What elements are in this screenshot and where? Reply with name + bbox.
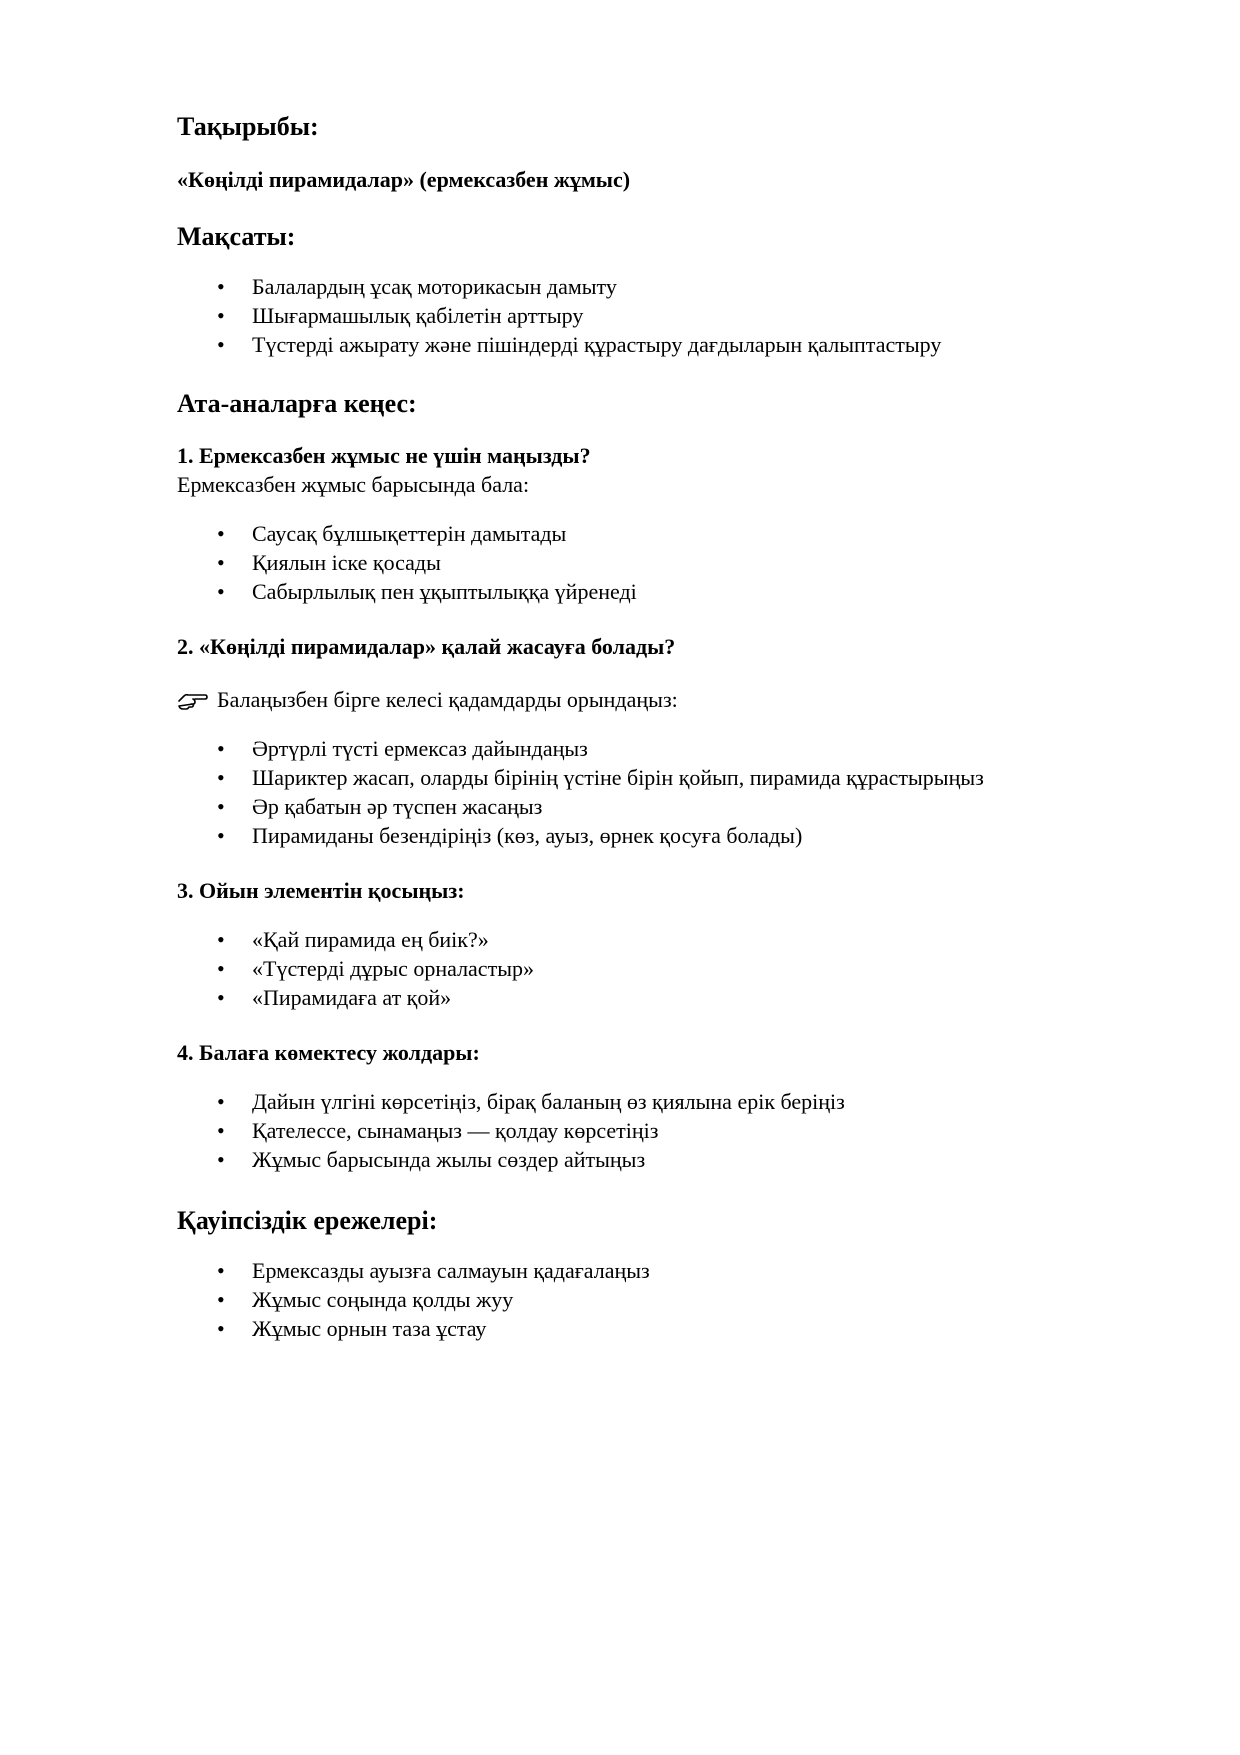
document-page bbox=[177, 112, 1117, 1343]
section2-title: 2. «Көңілді пирамидалар» қалай жасауға болады? bbox=[177, 634, 676, 659]
list-item: • «Түстерді дұрыс орналастыр» bbox=[177, 954, 1117, 983]
list-item: • Түстерді ажырату және пішіндерді құрастыру дағдыларын қалыптастыру bbox=[177, 330, 1117, 359]
goals-heading: Мақсаты: bbox=[177, 222, 296, 251]
list-item: • «Қай пирамида ең биік?» bbox=[177, 925, 1117, 954]
section3-title: 3. Ойын элементін қосыңыз: bbox=[177, 878, 465, 903]
pointing-hand-icon bbox=[177, 689, 209, 711]
section4-list bbox=[177, 1087, 1117, 1174]
list-item: • Ермексазды ауызға салмауын қадағалаңыз bbox=[177, 1256, 1117, 1285]
topic-text: «Көңілді пирамидалар» (ермексазбен жұмыс) bbox=[177, 167, 631, 192]
section2-list bbox=[177, 734, 1117, 850]
list-item: • Әртүрлі түсті ермексаз дайындаңыз bbox=[177, 734, 1117, 763]
section1-intro: Ермексазбен жұмыс барысында бала: bbox=[177, 472, 530, 497]
list-item: • Жұмыс барысында жылы сөздер айтыңыз bbox=[177, 1145, 1117, 1174]
list-item: • Пирамиданы безендіріңіз (көз, ауыз, өрнек қосуға болады) bbox=[177, 821, 1117, 850]
goals-list bbox=[177, 272, 1117, 359]
section2-hint-text: Балаңызбен бірге келесі қадамдарды орындаңыз: bbox=[217, 687, 678, 712]
list-item: • Әр қабатын әр түспен жасаңыз bbox=[177, 792, 1117, 821]
list-item: • Қиялын іске қосады bbox=[177, 548, 1117, 577]
section3-list bbox=[177, 925, 1117, 1012]
section1-list bbox=[177, 519, 1117, 606]
list-item: • Жұмыс соңында қолды жуу bbox=[177, 1285, 1117, 1314]
list-item: • Жұмыс орнын таза ұстау bbox=[177, 1314, 1117, 1343]
list-item: • «Пирамидаға ат қой» bbox=[177, 983, 1117, 1012]
topic-heading: Тақырыбы: bbox=[177, 112, 319, 141]
list-item: • Сабырлылық пен ұқыптылыққа үйренеді bbox=[177, 577, 1117, 606]
section2-hint bbox=[177, 685, 1117, 714]
list-item: • Дайын үлгіні көрсетіңіз, бірақ баланың өз қиялына ерік беріңіз bbox=[177, 1087, 1117, 1116]
safety-heading: Қауіпсіздік ережелері: bbox=[177, 1206, 438, 1235]
advice-heading: Ата-аналарға кеңес: bbox=[177, 389, 417, 418]
list-item: • Балалардың ұсақ моторикасын дамыту bbox=[177, 272, 1117, 301]
list-item: • Шариктер жасап, оларды бірінің үстіне бірін қойып, пирамида құрастырыңыз bbox=[177, 763, 1117, 792]
safety-list bbox=[177, 1256, 1117, 1343]
section1-title: 1. Ермексазбен жұмыс не үшін маңызды? bbox=[177, 443, 591, 468]
section4-title: 4. Балаға көмектесу жолдары: bbox=[177, 1040, 480, 1065]
list-item: • Қателессе, сынамаңыз — қолдау көрсетіңіз bbox=[177, 1116, 1117, 1145]
list-item: • Саусақ бұлшықеттерін дамытады bbox=[177, 519, 1117, 548]
list-item: • Шығармашылық қабілетін арттыру bbox=[177, 301, 1117, 330]
